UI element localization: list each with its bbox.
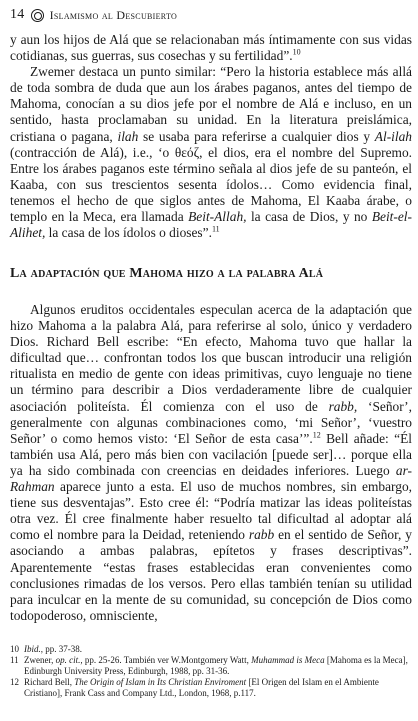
text-run: la casa de Dios, y no <box>246 209 372 225</box>
text-run: se usaba para referirse a cualquier dios y <box>138 128 375 144</box>
text-run: [Mahoma es la Meca], Edinburgh University Press, Edinburgh, 1988, pp. 31-36. <box>24 655 408 676</box>
italic-text: The Origin of Islam in Its Christian Enviroment <box>74 677 247 687</box>
paragraph <box>10 302 412 624</box>
body-text-bottom <box>10 302 412 624</box>
footnote-ref: 10 <box>292 47 301 57</box>
text-run: Algunos eruditos occidentales especulan acerca de la adaptación que hizo Mahoma a la palabra Alá, para referirse al solo, único y verdadero Dios. Richard Bell escribe: “En efecto, Mahoma tuvo que hallar la dificultad que… confrontan todos los que buscan introducir una religión ritualista en medio de gente con ideas primitivas, cuyo lenguaje no tiene un término para describir a Dios verdaderamente libre de cualquier asociación politeísta. Él comienza con el uso de <box>10 302 412 414</box>
text-run: Bell añade: “Él también usa Alá, pero más bien con vacilación [puede ser]… porque ella ya ha sido combinada con creencias en deidades inferiores. Luego <box>10 430 412 478</box>
italic-text: rabb <box>248 527 275 543</box>
section-heading: La adaptación que Mahoma hizo a la palabra Alá <box>10 266 324 281</box>
footnote-number: 11 <box>10 655 19 665</box>
publisher-logo-icon <box>31 9 44 22</box>
italic-text: Muhammad is Meca <box>251 655 325 665</box>
text-run: pp. 25-26. También ver W.Montgomery Watt, <box>82 655 252 665</box>
text-run: Zwemer destaca un punto similar: “Pero la historia establece más allá de toda sombra de duda que aun los árabes paganos, antes del tiempo de Mahoma, conocían a su dios jefe por el nombre de Alá e incluso, en un sentido, hasta proclamaban su unidad. En la literatura preislámica, cristiana o pagana, <box>10 64 412 144</box>
text-run: Richard Bell, <box>24 677 75 687</box>
footnote <box>10 655 412 677</box>
text-run: y aun los hijos de Alá que se relacionaban más íntimamente con sus vidas cotidianas, sus guerras, sus cosechas y su fertilidad”. <box>10 32 412 64</box>
page-number: 14 <box>10 7 25 22</box>
text-run: la casa de los ídolos o dioses”. <box>45 225 212 241</box>
footnote <box>10 644 412 655</box>
footnote-ref: 11 <box>211 224 220 234</box>
footnote <box>10 677 412 699</box>
text-run: Zwener, <box>24 655 56 665</box>
italic-text: Beit-el-Alihet, <box>10 209 412 241</box>
italic-text: ilah <box>117 128 139 144</box>
text-run: en el sentido de Señor, y asociando a ambas palabras, epítetos y frases descriptivas”. Aparentemente “estas frases establecidas eran convenientes como conclusiones rimadas de los versos. Pero ellas también tenían su utilidad para inculcar en la mente de su comunidad, su concepción de Dios como todopoderoso, omnisciente, <box>10 527 412 623</box>
text-run: (contracción de Alá), i.e., ‘o θεόζ, el dios, era el nombre del Supremo. Entre los árabes paganos este término señala al dios jefe de su panteón, el Kaaba, con sus trescientos sesenta ídolos… Como evidencia final, tenemos el hecho de que siglos antes de Mahoma, El Kaaba árabe, o templo en la Meca, era llamada <box>10 144 412 225</box>
italic-text: Al-ilah <box>374 128 412 144</box>
text-run: pp. 37-38. <box>43 644 82 654</box>
italic-text: Ibid., <box>24 644 43 654</box>
italic-text: op. cit., <box>55 655 83 665</box>
footnote-text <box>24 677 412 699</box>
footnote-number: 12 <box>10 677 19 687</box>
text-run: ‘Señor’, generalmente con algunas combinaciones como, ‘mi Señor’, ‘vuestro Señor’ o como hemos visto: ‘El Señor de esta casa’”. <box>10 398 412 446</box>
footnote-number: 10 <box>10 644 19 654</box>
text-run: [El Origen del Islam en el Ambiente Cristiano], Frank Cass and Company Ltd., London, 1968, p.117. <box>24 677 379 698</box>
body-text-top <box>10 32 412 241</box>
italic-text: ar-Rahman <box>10 462 412 495</box>
italic-text: Beit-Allah, <box>188 209 247 225</box>
paragraph <box>10 32 412 64</box>
footnote-text <box>24 655 412 677</box>
text-run: aparece junto a esta. El uso de muchos nombres, sin embargo, tiene sus desventajas”. Esto cree él: “Podría matizar las ideas politeístas otra vez. Él cree finalmente haber resuelto tal dificultad al adoptar alá como el nombre para la Deidad, reteniendo <box>10 479 412 543</box>
footnotes <box>10 644 412 699</box>
running-title: Islamismo al Descubierto <box>49 7 178 22</box>
running-header <box>10 6 410 24</box>
footnote-text <box>24 644 412 655</box>
italic-text: rabb, <box>328 398 358 414</box>
footnote-ref: 12 <box>312 430 321 440</box>
paragraph <box>10 64 412 241</box>
